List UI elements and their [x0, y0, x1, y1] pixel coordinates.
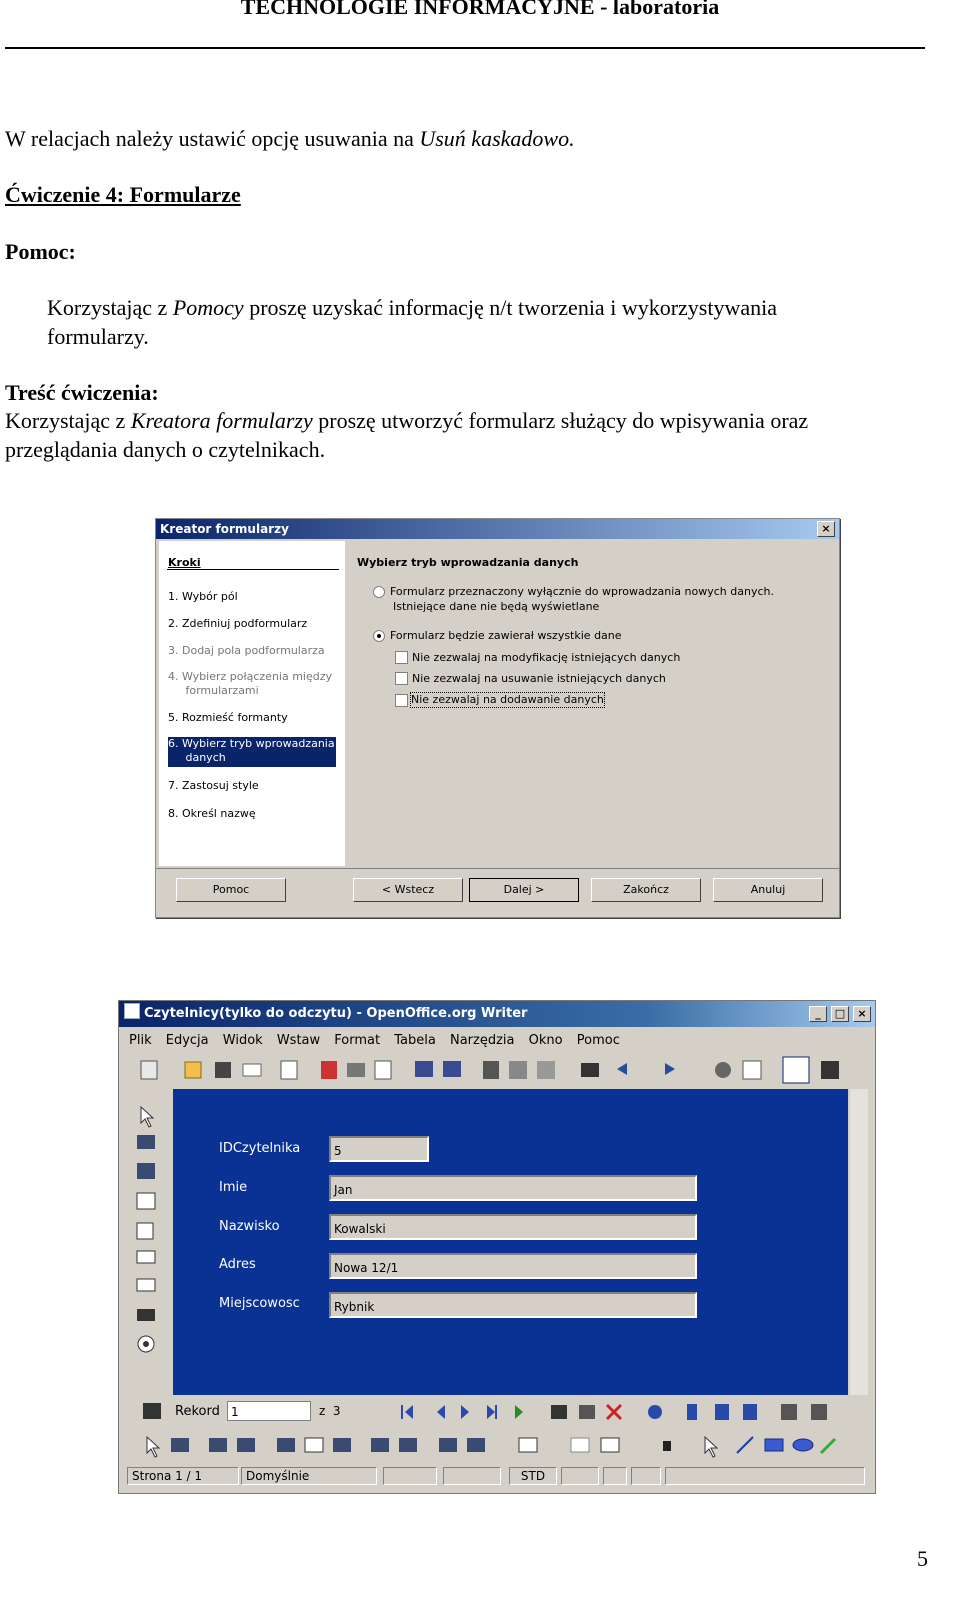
- button-separator: [156, 868, 839, 869]
- writer-title: Czytelnicy(tylko do odczytu) - OpenOffice.org Writer: [144, 1006, 528, 1021]
- status-page: Strona 1 / 1: [127, 1467, 239, 1485]
- record-nav-icons: [389, 1399, 869, 1425]
- menu-insert[interactable]: Wstaw: [276, 1033, 321, 1048]
- relations-note: [5, 124, 575, 153]
- field-input-firstname[interactable]: Jan: [329, 1175, 697, 1201]
- option-all-data[interactable]: Formularz będzie zawierał wszystkie dane: [390, 629, 622, 642]
- task-text: [5, 406, 808, 435]
- checkbox-no-delete[interactable]: [395, 672, 408, 685]
- step-item-cont: formularzami: [168, 684, 259, 697]
- step-item[interactable]: 2. Zdefiniuj podformularz: [168, 617, 308, 630]
- next-button[interactable]: Dalej >: [469, 878, 579, 902]
- menu-file[interactable]: Plik: [129, 1033, 152, 1048]
- form-canvas: [173, 1089, 848, 1395]
- binoculars-icon[interactable]: [143, 1403, 161, 1419]
- page-header: TECHNOLOGIE INFORMACYJNE - laboratoria: [240, 0, 720, 19]
- steps-panel: [159, 541, 345, 866]
- minimize-icon: _: [815, 1007, 821, 1020]
- section-title: Wybierz tryb wprowadzania danych: [357, 556, 579, 569]
- field-input-address[interactable]: Nowa 12/1: [329, 1253, 697, 1279]
- field-label-id: IDCzytelnika: [219, 1141, 301, 1156]
- record-label: Rekord: [175, 1404, 220, 1419]
- help-text: [47, 293, 777, 322]
- check-no-add-label[interactable]: Nie zezwalaj na dodawanie danych: [411, 693, 604, 706]
- help-label: Pomoc:: [5, 239, 76, 264]
- status-language: [443, 1467, 501, 1485]
- status-modified: [603, 1467, 627, 1485]
- help-text-emphasis: Pomocy: [172, 295, 244, 320]
- minimize-button[interactable]: [809, 1006, 827, 1022]
- finish-button[interactable]: Zakończ: [591, 878, 701, 902]
- menu-bar: [129, 1031, 630, 1051]
- menu-window[interactable]: Okno: [528, 1033, 563, 1048]
- field-input-lastname[interactable]: Kowalski: [329, 1214, 697, 1240]
- form-controls-toolbar: [123, 1089, 169, 1395]
- step-item[interactable]: 4. Wybierz połączenia między: [168, 670, 333, 683]
- form-design-toolbar: [119, 1431, 875, 1459]
- option-new-data-only-note: Istniejące dane nie będą wyświetlane: [393, 600, 600, 613]
- writer-window: [118, 1000, 876, 1494]
- relations-note-emphasis: Usuń kaskadowo.: [419, 126, 575, 151]
- standard-toolbar-icons: [119, 1055, 875, 1085]
- cancel-button[interactable]: Anuluj: [713, 878, 823, 902]
- relations-note-text: W relacjach należy ustawić opcję usuwania na: [5, 126, 420, 151]
- menu-tools[interactable]: Narzędzia: [449, 1033, 515, 1048]
- step-item[interactable]: 5. Rozmieść formanty: [168, 711, 288, 724]
- field-label-city: Miejscowosc: [219, 1296, 300, 1311]
- step-item[interactable]: 1. Wybór pól: [168, 590, 238, 603]
- menu-edit[interactable]: Edycja: [165, 1033, 209, 1048]
- help-button[interactable]: Pomoc: [176, 878, 286, 902]
- dialog-titlebar: [156, 519, 839, 539]
- step-item-selected-cont: danych: [168, 751, 226, 764]
- record-number-input[interactable]: 1: [227, 1401, 311, 1421]
- window-close-icon: ×: [857, 1007, 867, 1020]
- status-info: [665, 1467, 865, 1485]
- field-label-firstname: Imie: [219, 1180, 248, 1195]
- checkbox-no-add[interactable]: [395, 694, 408, 707]
- steps-header: Kroki: [168, 556, 201, 569]
- task-text-pre: Korzystając z: [5, 408, 131, 433]
- window-close-button[interactable]: [853, 1006, 871, 1022]
- menu-format[interactable]: Format: [334, 1033, 381, 1048]
- form-design-icons: [119, 1431, 875, 1459]
- step-item[interactable]: 7. Zastosuj style: [168, 779, 259, 792]
- status-zoom: [383, 1467, 437, 1485]
- exercise-heading: Ćwiczenie 4: Formularze: [5, 182, 241, 207]
- step-item-selected-label: 6. Wybierz tryb wprowadzania: [168, 737, 335, 750]
- field-label-lastname: Nazwisko: [219, 1219, 280, 1234]
- record-total: z 3: [319, 1404, 341, 1418]
- check-no-delete-label[interactable]: Nie zezwalaj na usuwanie istniejących danych: [412, 672, 666, 685]
- menu-table[interactable]: Tabela: [394, 1033, 436, 1048]
- status-selection: [561, 1467, 599, 1485]
- radio-all-data[interactable]: [373, 630, 385, 642]
- task-text-emphasis: Kreatora formularzy: [130, 408, 313, 433]
- task-label: Treść ćwiczenia:: [5, 380, 159, 405]
- close-icon: ×: [821, 522, 831, 535]
- checkbox-no-modify[interactable]: [395, 651, 408, 664]
- vertical-scrollbar[interactable]: [850, 1089, 868, 1395]
- help-text-pre: Korzystając z: [47, 295, 173, 320]
- menu-help[interactable]: Pomoc: [576, 1033, 620, 1048]
- step-item[interactable]: 3. Dodaj pola podformularza: [168, 644, 325, 657]
- page-number: 5: [917, 1546, 928, 1571]
- steps-divider: [167, 569, 339, 570]
- step-item-selected[interactable]: [168, 737, 336, 767]
- field-label-address: Adres: [219, 1257, 256, 1272]
- writer-app-icon: [124, 1003, 140, 1019]
- help-text-line2: formularzy.: [47, 324, 149, 349]
- header-rule: [5, 47, 925, 49]
- standard-toolbar: [119, 1055, 875, 1085]
- form-navigation-toolbar: [119, 1399, 875, 1425]
- writer-titlebar: [119, 1001, 875, 1027]
- form-controls-icons: [123, 1089, 169, 1395]
- field-input-id[interactable]: 5: [329, 1136, 429, 1162]
- form-wizard-dialog: [155, 518, 840, 918]
- task-text-post: proszę utworzyć formularz służący do wpisywania oraz: [312, 408, 809, 433]
- field-input-city[interactable]: Rybnik: [329, 1292, 697, 1318]
- maximize-icon: □: [834, 1007, 846, 1020]
- menu-view[interactable]: Widok: [222, 1033, 263, 1048]
- status-signature: [631, 1467, 661, 1485]
- status-page-style: Domyślnie: [241, 1467, 377, 1485]
- radio-new-data-only[interactable]: [373, 586, 385, 598]
- dialog-title: Kreator formularzy: [160, 522, 289, 536]
- task-text-line2: przeglądania danych o czytelnikach.: [5, 437, 326, 462]
- step-item[interactable]: 8. Określ nazwę: [168, 807, 256, 820]
- help-text-post: proszę uzyskać informację n/t tworzenia i wykorzystywania: [243, 295, 777, 320]
- option-new-data-only[interactable]: Formularz przeznaczony wyłącznie do wprowadzania nowych danych.: [390, 585, 774, 598]
- maximize-button[interactable]: [831, 1006, 849, 1022]
- status-mode: STD: [509, 1467, 557, 1485]
- back-button[interactable]: < Wstecz: [353, 878, 463, 902]
- close-button[interactable]: [817, 521, 835, 537]
- check-no-modify-label[interactable]: Nie zezwalaj na modyfikację istniejących danych: [412, 651, 681, 664]
